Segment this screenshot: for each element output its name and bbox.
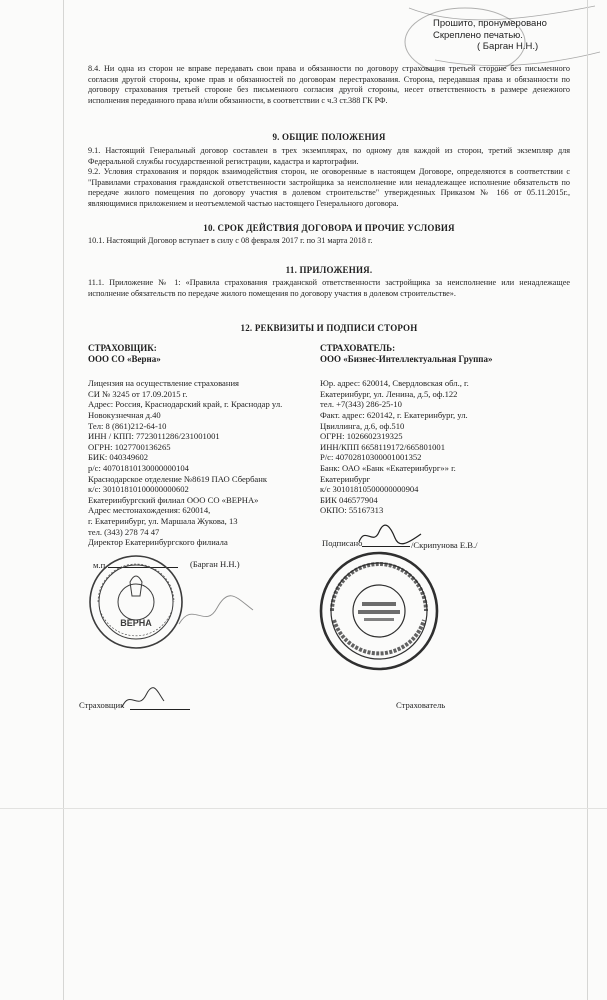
insurer-sign-name: (Барган Н.Н.): [190, 559, 240, 569]
insurer-line: БИК: 040349602: [88, 452, 149, 463]
policyholder-line: Р/с: 40702810300001001352: [320, 452, 422, 463]
policyholder-signature-graphic: [355, 524, 425, 550]
binding-note-line2: Скреплено печатью.: [433, 29, 523, 41]
insurer-line: Тел: 8 (861)212-64-10: [88, 420, 167, 431]
insurer-line: р/с: 40701810130000000104: [88, 462, 189, 473]
policyholder-line: ОКПО: 55167313: [320, 505, 384, 516]
binding-note-line1: Прошито, пронумеровано: [433, 18, 547, 29]
insurer-name: ООО СО «Верна»: [88, 353, 161, 364]
insurer-line: Краснодарское отделение №8619 ПАО Сбербанк: [88, 473, 268, 484]
insurer-line: Адрес местонахождения: 620014,: [88, 505, 211, 516]
clause-9-2: 9.2. Условия страхования и порядок взаимодействия сторон, не оговоренные в настоящем Договоре, определяются в соответствии с "Правилами страхования гражданской ответственности застройщика за неисполнение или ненадлежащее исполнение обязательств по передаче жилого помещения по договору участия в долевом строительстве" утвержденных Приказом № 166 от 05.11.2015г., являющимися приложением и неотъемлемой частью настоящего Генерального договора.: [88, 167, 570, 208]
policyholder-line: БИК 046577904: [320, 494, 378, 505]
policyholder-line: ИНН/КПП 6658119172/665801001: [320, 441, 446, 452]
insurer-line: тел. (343) 278 74 47: [88, 526, 160, 537]
policyholder-line: тел. +7(343) 286-25-10: [320, 399, 402, 410]
policyholder-title: СТРАХОВАТЕЛЬ:: [320, 343, 396, 353]
binding-note-line3: ( Барган Н.Н.): [477, 41, 539, 52]
insurer-line: ОГРН: 1027700136265: [88, 441, 171, 452]
insurer-line: ИНН / КПП: 7723011286/231001001: [88, 431, 220, 442]
policyholder-line: Екатеринбург, ул. Ленина, д.5, оф.122: [320, 388, 458, 399]
insurer-seal-text: ВЕРНА: [120, 618, 152, 628]
policyholder-line: Екатеринбург: [320, 473, 371, 484]
policyholder-line: к/с 30101810500000000904: [320, 484, 419, 495]
clause-10-1: 10.1. Настоящий Договор вступает в силу с 08 февраля 2017 г. по 31 марта 2018 г.: [88, 236, 373, 245]
insurer-line: Лицензия на осуществление страхования: [88, 378, 239, 389]
policyholder-line: Цвиллинга, д.6, оф.510: [320, 420, 405, 431]
scan-edge-left: [63, 0, 64, 1000]
clause-8-4: 8.4. Ни одна из сторон не вправе передавать свои права и обязанности по договору страхования третьей стороне без письменного согласия другой стороны, кроме прав и обязанностей по договорам перестрахования. Сторона, передавшая права и обязанности по договору страхования третьей стороне без письменного согласия другой стороны, несет ответственность в размере денежного исполнения переданного права и/или обязанности, в соответствии с ч.3 ст.388 ГК РФ.: [88, 64, 570, 105]
insurer-footer: Страховщик: [79, 700, 125, 710]
insurer-director-label: Директор Екатеринбургского филиала: [88, 537, 228, 547]
insurer-title: СТРАХОВЩИК:: [88, 343, 157, 353]
policyholder-line: Юр. адрес: 620014, Свердловская обл., г.: [320, 378, 469, 389]
section-9-heading: 9. ОБЩИЕ ПОЛОЖЕНИЯ: [272, 132, 386, 142]
insurer-mp-label: м.п.: [93, 560, 108, 570]
insurer-footer-signature-graphic: [118, 685, 168, 715]
policyholder-line: ОГРН: 1026602319325: [320, 431, 403, 442]
policyholder-line: Факт. адрес: 620142, г. Екатеринбург, ул.: [320, 409, 468, 420]
insurer-details: [88, 343, 318, 537]
insurer-signature-graphic: [175, 580, 265, 640]
insurer-line: Адрес: Россия, Краснодарский край, г. Краснодар ул.: [88, 399, 283, 410]
policyholder-sign-prefix: Подписано: [322, 538, 363, 548]
policyholder-seal-graphic: [318, 550, 440, 672]
policyholder-name: ООО «Бизнес-Интеллектуальная Группа»: [320, 353, 493, 364]
section-10-heading: 10. СРОК ДЕЙСТВИЯ ДОГОВОРА И ПРОЧИЕ УСЛОВИЯ: [203, 223, 455, 233]
section-12-heading: 12. РЕКВИЗИТЫ И ПОДПИСИ СТОРОН: [240, 323, 418, 333]
clause-9-1: 9.1. Настоящий Генеральный договор составлен в трех экземплярах, по одному для каждой из сторон, третий экземпляр для Федеральной службы государственной регистрации, кадастра и картографии.: [88, 146, 570, 166]
insurer-line: Екатеринбургский филиал ООО СО «ВЕРНА»: [88, 494, 259, 505]
insurer-line: Новокузнечная д.40: [88, 409, 161, 420]
insurer-seal-graphic: [86, 552, 186, 652]
binding-note: [433, 18, 547, 53]
policyholder-line: Банк: ОАО «Банк «Екатеринбург»» г.: [320, 462, 456, 473]
clause-11-1: 11.1. Приложение № 1: «Правила страхования гражданской ответственности застройщика за неисполнение или ненадлежащее исполнение обязательств по передаче жилого помещения по договору участия в долевом строительстве».: [88, 278, 570, 298]
scan-line-bottom: [0, 808, 607, 809]
policyholder-footer: Страхователь: [396, 700, 446, 710]
policyholder-sign-name: /Скрипунова Е.В./: [411, 540, 478, 550]
insurer-line: СИ № 3245 от 17.09.2015 г.: [88, 388, 188, 399]
insurer-line: г. Екатеринбург, ул. Маршала Жукова, 13: [88, 515, 238, 526]
section-11-heading: 11. ПРИЛОЖЕНИЯ.: [285, 265, 373, 275]
policyholder-details: [320, 343, 570, 516]
insurer-line: к/с: 30101810100000000602: [88, 484, 189, 495]
scan-edge-right: [587, 0, 588, 1000]
